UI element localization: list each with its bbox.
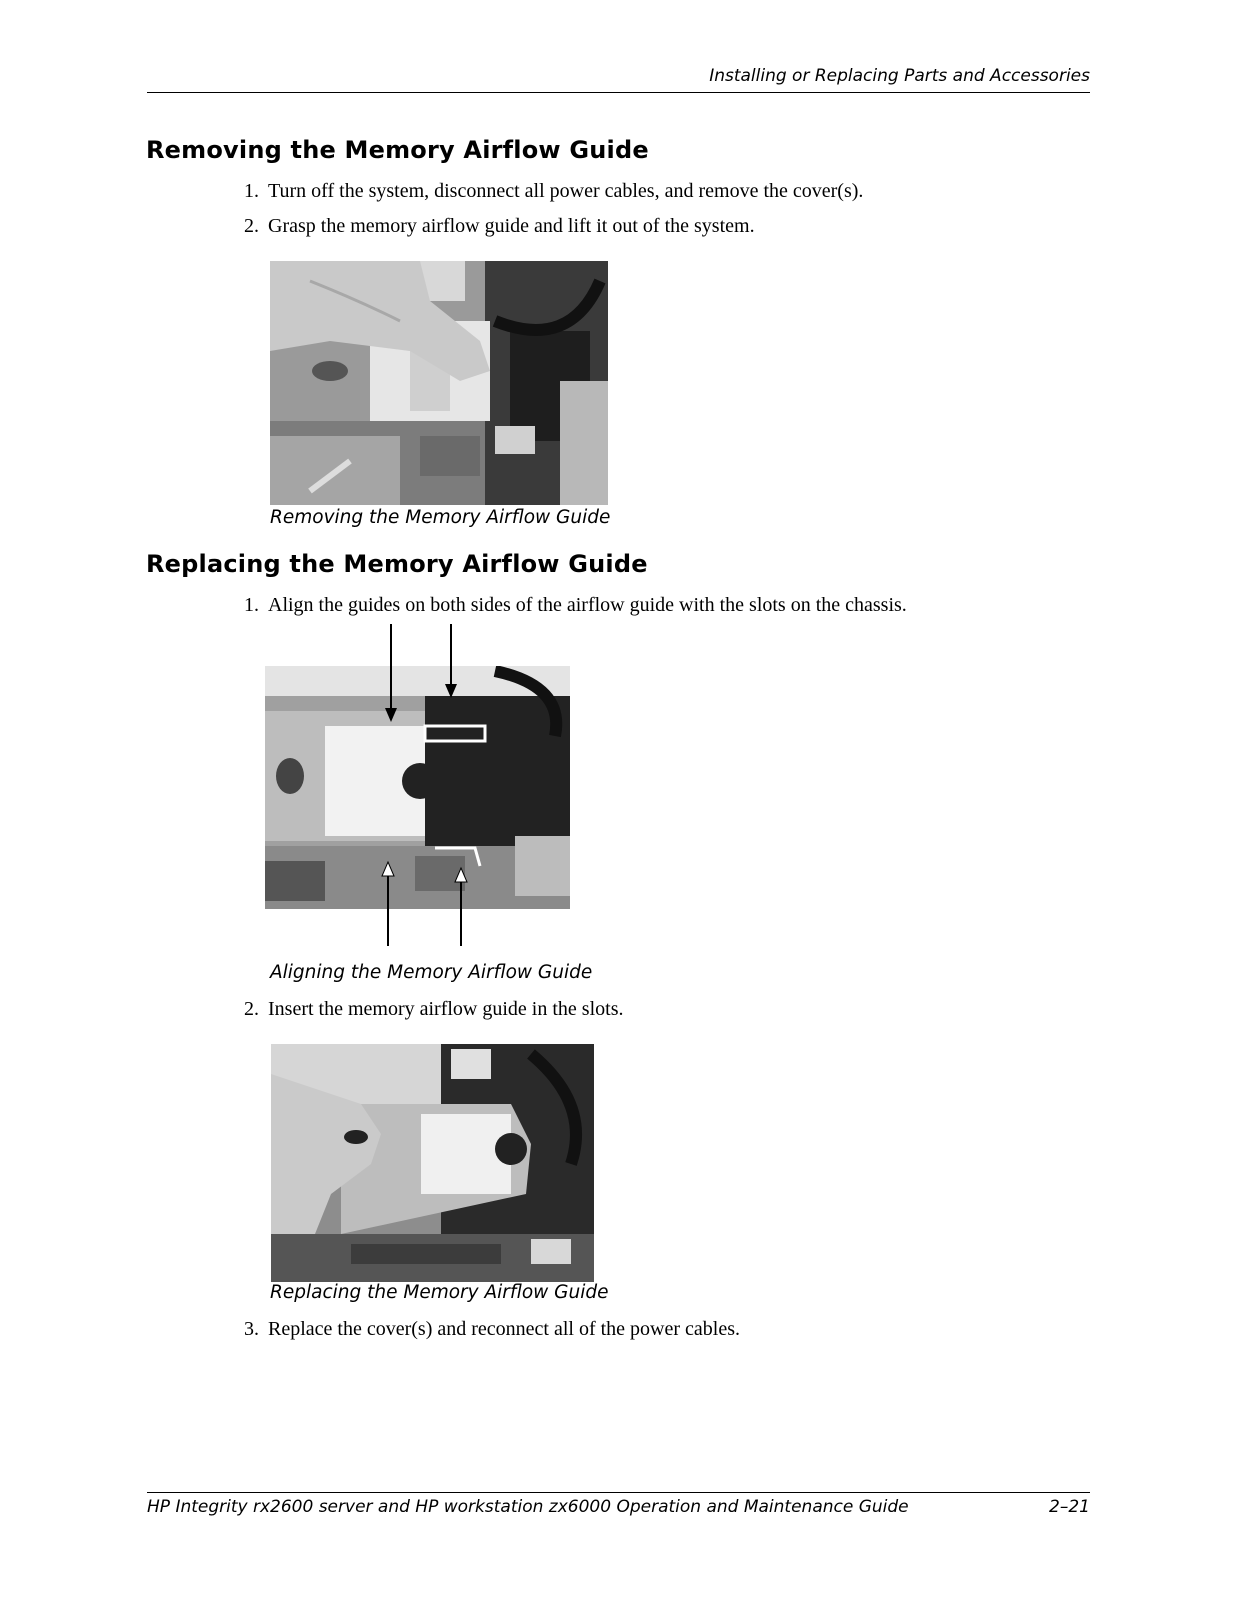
running-header: Installing or Replacing Parts and Accessories (709, 66, 1090, 86)
callout-arrows (265, 624, 575, 954)
section-heading-replacing: Replacing the Memory Airflow Guide (146, 550, 648, 578)
removing-step-1 (244, 180, 863, 203)
step-text: Insert the memory airflow guide in the slots. (268, 998, 624, 1020)
figure-caption-removing: Removing the Memory Airflow Guide (270, 507, 611, 528)
step-number: 3. (244, 1318, 259, 1340)
step-text: Grasp the memory airflow guide and lift it out of the system. (268, 215, 755, 237)
step-text: Replace the cover(s) and reconnect all of the power cables. (268, 1318, 740, 1340)
replacing-step-2 (244, 998, 623, 1021)
figure-caption-aligning: Aligning the Memory Airflow Guide (270, 962, 593, 983)
footer-title: HP Integrity rx2600 server and HP workstation zx6000 Operation and Maintenance Guide (147, 1497, 909, 1517)
step-text: Turn off the system, disconnect all power cables, and remove the cover(s). (268, 180, 864, 202)
page-number: 2–21 (1049, 1497, 1090, 1517)
replacing-photo (271, 1044, 594, 1282)
removing-step-2 (244, 215, 755, 238)
header-rule (147, 92, 1090, 93)
step-number: 2. (244, 215, 259, 237)
step-number: 1. (244, 180, 259, 202)
footer-rule (147, 1492, 1090, 1493)
step-number: 1. (244, 594, 259, 616)
section-heading-removing: Removing the Memory Airflow Guide (146, 136, 649, 164)
replacing-step-3 (244, 1318, 740, 1341)
figure-caption-replacing: Replacing the Memory Airflow Guide (270, 1282, 609, 1303)
aligning-figure (265, 624, 575, 954)
removing-photo (270, 261, 608, 505)
step-number: 2. (244, 998, 259, 1020)
step-text: Align the guides on both sides of the airflow guide with the slots on the chassis. (268, 594, 907, 616)
replacing-step-1 (244, 594, 907, 617)
